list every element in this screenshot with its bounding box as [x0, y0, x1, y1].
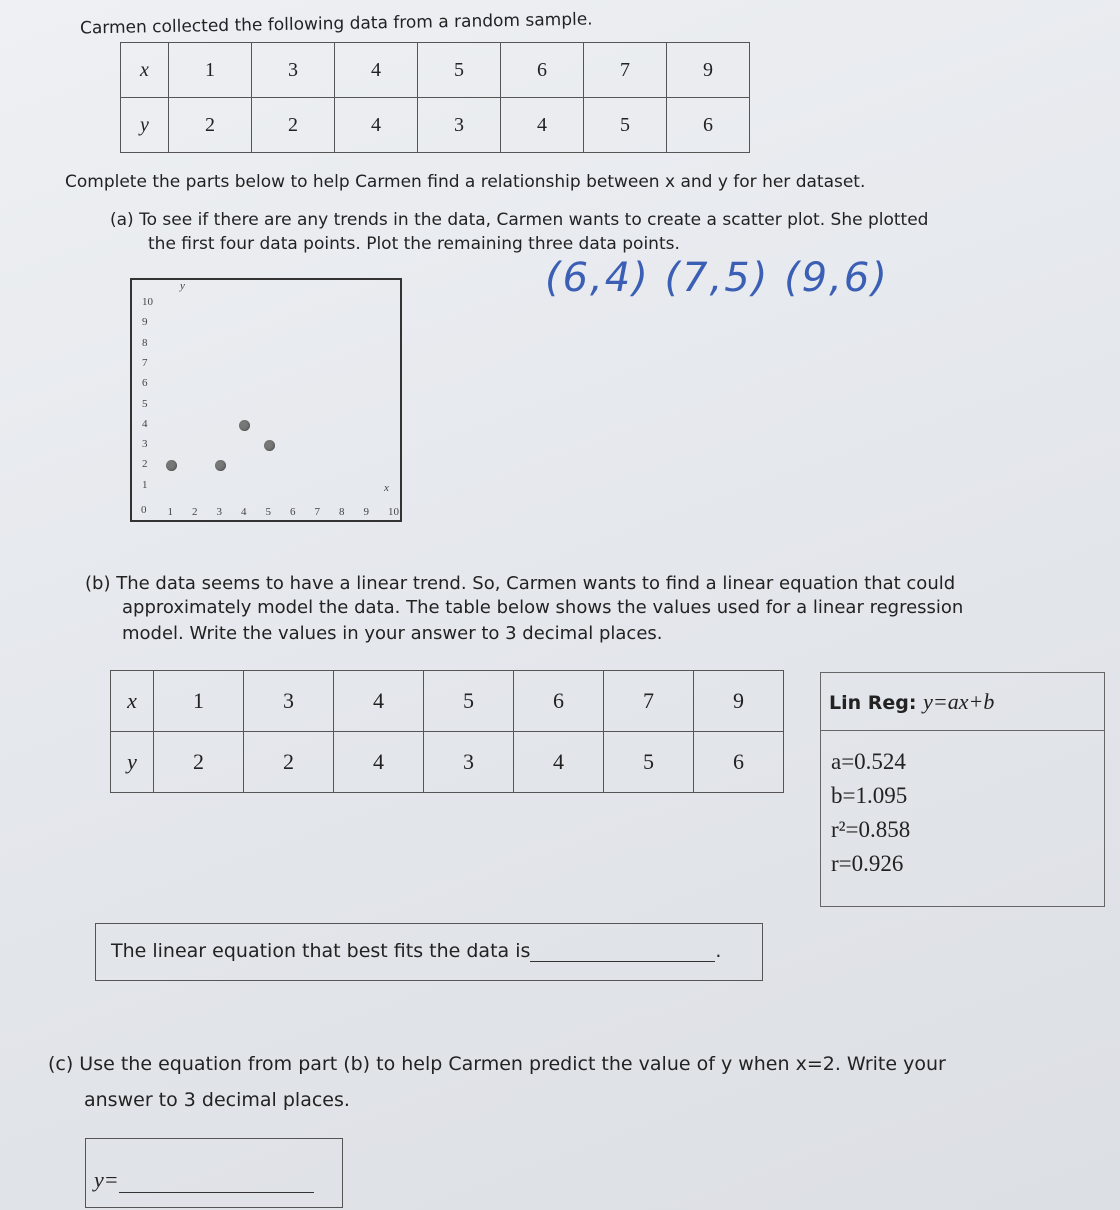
table-cell: 9 [667, 43, 750, 98]
table-cell: 1 [169, 43, 252, 98]
table-cell: 4 [501, 98, 584, 153]
lin-reg-title: Lin Reg: [829, 692, 917, 714]
x-tick-label: 3 [216, 506, 222, 518]
x-tick-label: 2 [192, 506, 198, 518]
table-cell: 4 [334, 732, 424, 793]
x-tick-label: 10 [388, 506, 399, 518]
table-cell: 2 [244, 732, 334, 793]
table-cell: 3 [418, 98, 501, 153]
table-cell: 2 [154, 732, 244, 793]
equation-prompt: The linear equation that best fits the data is [111, 940, 531, 962]
table-cell: 5 [418, 43, 501, 98]
table-cell: 6 [514, 671, 604, 732]
r-value: r=0.926 [831, 851, 904, 876]
part-c-line2: answer to 3 decimal places. [84, 1089, 350, 1111]
scatter-plot[interactable] [130, 278, 402, 522]
part-a-line2: the first four data points. Plot the remaining three data points. [148, 234, 680, 254]
r-squared-value: r²=0.858 [831, 817, 911, 842]
table-cell: 4 [335, 98, 418, 153]
data-point [239, 420, 250, 431]
table-cell: 7 [584, 43, 667, 98]
table-row-x [121, 43, 750, 98]
x-tick-label: 4 [241, 506, 247, 518]
x-tick-label: 7 [314, 506, 320, 518]
table-cell: 5 [424, 671, 514, 732]
y-tick-label: 5 [142, 397, 148, 410]
y-tick-label: 10 [142, 296, 153, 308]
table-cell: 3 [244, 671, 334, 732]
table-cell: 2 [252, 98, 335, 153]
data-point [215, 460, 226, 471]
row-header-x: x [121, 43, 169, 98]
x-tick-label: 8 [339, 506, 345, 518]
table-cell: 5 [604, 732, 694, 793]
table-cell: 9 [694, 671, 784, 732]
prediction-answer-box [85, 1138, 343, 1208]
table-cell: 6 [501, 43, 584, 98]
lin-reg-header [821, 673, 1104, 731]
instructions-text: Complete the parts below to help Carmen find a relationship between x and y for her dataset. [65, 172, 866, 192]
prediction-input[interactable] [119, 1176, 314, 1193]
table-cell: 2 [169, 98, 252, 153]
y-tick-label: 9 [142, 316, 148, 329]
y-tick-label: 6 [142, 377, 148, 390]
data-point [166, 460, 177, 471]
part-c-line1: (c) Use the equation from part (b) to help Carmen predict the value of y when x=2. Write your [48, 1053, 946, 1075]
lin-reg-box [820, 672, 1105, 907]
table-cell: 4 [334, 671, 424, 732]
a-value: a=0.524 [831, 749, 906, 774]
table-cell: 7 [604, 671, 694, 732]
row-header-y: y [121, 98, 169, 153]
equation-answer-box [95, 923, 763, 981]
table-cell: 1 [154, 671, 244, 732]
y-equals-label: y= [94, 1167, 119, 1192]
data-table [120, 42, 750, 153]
part-a-line1: (a) To see if there are any trends in the data, Carmen wants to create a scatter plot. She plotted [110, 210, 929, 230]
lin-reg-formula: y=ax+b [923, 689, 995, 714]
table-row-x [111, 671, 784, 732]
table-cell: 6 [667, 98, 750, 153]
table-cell: 3 [424, 732, 514, 793]
row-header-x: x [111, 671, 154, 732]
y-tick-label: 4 [142, 417, 148, 430]
table-row-y [111, 732, 784, 793]
x-tick-label: 1 [167, 506, 173, 518]
x-tick-label: 6 [290, 506, 296, 518]
y-tick-label: 2 [142, 458, 148, 471]
table-cell: 5 [584, 98, 667, 153]
x-tick-label: 5 [265, 506, 271, 518]
handwritten-points: (6,4) (7,5) (9,6) [545, 255, 889, 301]
part-b-line1: (b) The data seems to have a linear trend. So, Carmen wants to find a linear equation that could [85, 573, 956, 594]
y-axis-label: y [180, 280, 185, 292]
y-tick-label: 1 [142, 478, 148, 491]
y-tick-label: 3 [142, 438, 148, 451]
table-cell: 4 [514, 732, 604, 793]
b-value: b=1.095 [831, 783, 908, 808]
table-cell: 6 [694, 732, 784, 793]
data-point [264, 440, 275, 451]
equation-period: . [715, 940, 722, 962]
y-tick-label: 7 [142, 356, 148, 369]
part-b-line3: model. Write the values in your answer to 3 decimal places. [122, 623, 663, 644]
intro-text: Carmen collected the following data from a random sample. [79, 9, 593, 39]
origin-label: 0 [141, 504, 147, 516]
table-cell: 3 [252, 43, 335, 98]
y-tick-label: 8 [142, 336, 148, 349]
x-tick-label: 9 [363, 506, 369, 518]
row-header-y: y [111, 732, 154, 793]
equation-input[interactable] [530, 943, 715, 962]
part-b-line2: approximately model the data. The table below shows the values used for a linear regression [122, 597, 964, 618]
table-cell: 4 [335, 43, 418, 98]
regression-table [110, 670, 784, 793]
table-row-y [121, 98, 750, 153]
x-axis-label: x [384, 482, 389, 494]
